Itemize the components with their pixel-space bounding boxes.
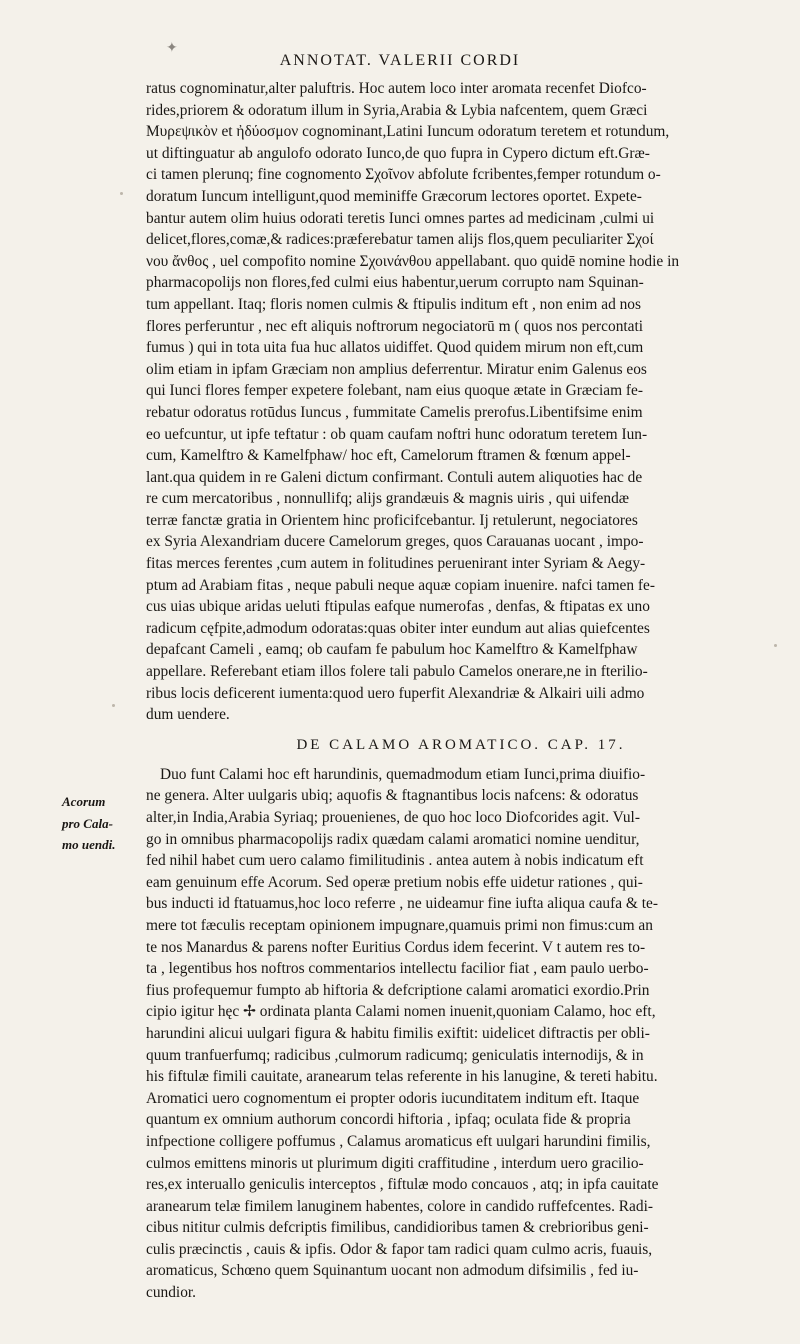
text-line: res,ex interuallo geniculis interceptos , fiftulæ modo concauos , atq; in ipfa cauitate [146, 1176, 659, 1194]
text-line: cibus nititur culmis defcriptis fimilibus, candidioribus tamen & crebrioribus geni- [146, 1219, 649, 1237]
text-line: Duo funt Calami hoc eft harundinis, quemadmodum etiam Iunci,prima diuifio- [160, 765, 646, 783]
margin-note [62, 791, 142, 856]
text-line: lant.qua quidem in re Galeni dictum confirmant. Contuli autem aliquoties hac de [146, 468, 643, 486]
paragraph-squinantum [146, 78, 776, 726]
text-line: ta , legentibus hos noftros commentarios intellectu facilior fiat , eam paulo uerbo- [146, 960, 649, 978]
text-line: cipio igitur hęc ✢ ordinata planta Calami nomen inuenit,quoniam Calamo, hoc eft, [146, 1003, 656, 1021]
text-line: appellare. Referebant etiam illos folere tali pabulo Camelos onerare,ne in fterilio- [146, 663, 648, 681]
text-line: Μυρεψικὸν et ἠδύοσμον cognominant,Latini Iuncum odoratum teretem et rotundum, [146, 123, 670, 141]
text-line: ci tamen plerunq; fine cognomento Σχοῖνον abfolute fcribentes,femper rotundum o- [146, 166, 661, 184]
text-line: fumus ) qui in tota uita fua huc allatos uidiffet. Quod quidem mirum non eft,cum [146, 339, 644, 357]
text-line: te nos Manardus & parens nofter Euritius Cordus idem fecerint. V t autem res to- [146, 938, 646, 956]
text-line: quantum ex omnium authorum concordi hiftoria , ipfaq; oculata fide & propria [146, 1111, 631, 1129]
text-line: ut diftinguatur ab angulofo odorato Iunco,de quo fupra in Cypero dictum eft.Græ- [146, 144, 650, 162]
text-line: ptum ad Arabiam fitas , neque pabuli neque aquæ copiam inuenire. nafci tamen fe- [146, 576, 655, 594]
text-line: radicum cęfpite,admodum odoratas:quas obiter inter eundum aut alias quiefcentes [146, 619, 650, 637]
text-line: ex Syria Alexandriam ducere Camelorum greges, quos Carauanas uocant , impo- [146, 533, 644, 551]
text-line: flores perferuntur , nec eft aliquis noftrorum negociatorū m ( quos nos percontati [146, 317, 644, 335]
text-line: bantur autem olim huius odorati teretis Iunci omnes partes ad medicinam ,culmi ui [146, 209, 655, 227]
text-line: re cum mercatoribus , nonnullifq; alijs grandæuis & magnis uiris , qui uifendæ [146, 490, 630, 508]
text-line: cundior. [146, 1284, 197, 1302]
ornament-mark: ✦ [166, 41, 178, 56]
text-line: alter,in India,Arabia Syriaq; prouenienes, de quo hoc loco Diofcorides agit. Vul- [146, 809, 640, 826]
paper-speck [774, 644, 777, 647]
text-line: tum appellant. Itaq; floris nomen culmis & ftipulis inditum eft , non enim ad nos [146, 295, 641, 313]
paper-speck [120, 192, 123, 195]
main-text [146, 78, 776, 1304]
text-line: fitas merces ferentes ,cum autem in folitudines peruenirant inter Syriam & Aegy- [146, 555, 646, 573]
text-line: quum tranfuerfumq; radicibus ,culmorum radicumq; geniculatis internodijs, & in [146, 1046, 644, 1064]
text-line: olim etiam in ipfam Græciam non amplius deferrentur. Miratur enim Galenus eos [146, 360, 647, 378]
chapter-heading: DE CALAMO AROMATICO. CAP. 17. [296, 736, 626, 753]
text-line: cum, Kamelftro & Kamelfphaw/ hoc eft, Camelorum ftramen & fœnum appel- [146, 447, 631, 465]
text-line: ribus locis deficerent iumenta:quod uero fuperfit Alexandriæ & Alkairi uili admo [146, 684, 645, 702]
text-line: qui Iunci flores femper expetere folebant, nam eius quoque ætate in Græciam fe- [146, 382, 644, 400]
text-line: his fiftulæ fimili cauitate, aranearum telas referente in his lanugine, & tereti habitu. [146, 1068, 658, 1086]
text-line: dum uendere. [146, 706, 230, 724]
margin-note-line: Acorum [62, 794, 106, 809]
margin-note-line: mo uendi. [62, 837, 116, 853]
text-line: aromaticus, Schœno quem Squinantum uocant non admodum difsimilis , fed iu- [146, 1262, 639, 1280]
paragraph-calamus [146, 764, 776, 1304]
text-line: bus inducti id ftatuamus,hoc loco referre , ne uideamur fine iufta aliqua caufa & te- [146, 895, 658, 913]
running-head: ANNOTAT. VALERII CORDI [279, 52, 521, 69]
text-line: fed nihil habet cum uero calamo fimilitudinis . antea autem à nobis indicatum eft [146, 852, 644, 870]
text-line: mere tot fæculis receptam opinionem impugnare,quamuis primi non fimus:cum an [146, 916, 653, 934]
paper-speck [112, 704, 115, 707]
text-line: infpectione colligere poffumus , Calamus aromaticus eft uulgari harundini fimilis, [146, 1132, 651, 1150]
text-line: go in omnibus pharmacopolijs radix quædam calami aromatici nomine uenditur, [146, 830, 640, 848]
text-line: delicet,flores,comæ,& radices:præferebatur tamen alijs flos,quem peculiariter Σχοί [146, 231, 654, 249]
text-line: Aromatici uero cognomentum ei propter odoris iucunditatem inditum eft. Itaque [146, 1089, 640, 1107]
text-line: doratum Iuncum intelligunt,quod meminiffe Græcorum lectores oportet. Expete- [146, 187, 642, 205]
text-line: eo uefcuntur, ut ipfe teftatur : ob quam caufam noftri hunc odoratum teretem Iun- [146, 425, 648, 443]
margin-note-line: pro Cala- [62, 815, 113, 831]
text-line: rebatur odoratus rotūdus Iuncus , fummitate Camelis prerofus.Libentifsime enim [146, 403, 643, 421]
text-line: νου ἄνθος , uel compofito nomine Σχοινάνθου appellabant. quo quidē nomine hodie in [146, 252, 680, 270]
text-line: harundini alicui uulgari figura & habitu fimilis exiftit: uidelicet diftractis per obli- [146, 1024, 650, 1042]
text-line: culis præcinctis , cauis & ipfis. Odor & fapor tam radici quam culmo acris, fuauis, [146, 1240, 653, 1258]
text-line: terræ fanctæ gratia in Orientem hinc proficifcebantur. Ij retulerunt, negociatores [146, 511, 638, 529]
text-line: aranearum telæ fimilem lanuginem habentes, colore in candido ruffefcentes. Radi- [146, 1197, 653, 1215]
text-line: cus uias ubique aridas ueluti ftipulas eafque numerofas , denfas, & ftipatas ex uno [146, 598, 650, 616]
text-line: pharmacopolijs non flores,fed culmi eius habentur,uerum corrupto nam Squinan- [146, 274, 644, 292]
text-line: ratus cognominatur,alter paluftris. Hoc autem loco inter aromata recenfet Diofco- [146, 80, 647, 97]
text-line: culmos emittens minoris ut plurimum digiti craffitudine , interdum uero gracilio- [146, 1154, 644, 1172]
text-line: depafcant Cameli , eamq; ob caufam fe pabulum hoc Kamelftro & Kamelfphaw [146, 641, 638, 659]
text-line: ne genera. Alter uulgaris ubiq; aquofis & ftagnantibus locis nafcens: & odoratus [146, 787, 639, 805]
text-line: fius profequemur fumpto ab hiftoria & defcriptione calami aromatici exordio.Prin [146, 981, 650, 999]
text-line: eam genuinum effe Acorum. Sed operæ pretium nobis effe uidetur rationes , qui- [146, 873, 643, 891]
text-line: rides,priorem & odoratum illum in Syria,Arabia & Lybia nafcentem, quem Græci [146, 101, 648, 119]
